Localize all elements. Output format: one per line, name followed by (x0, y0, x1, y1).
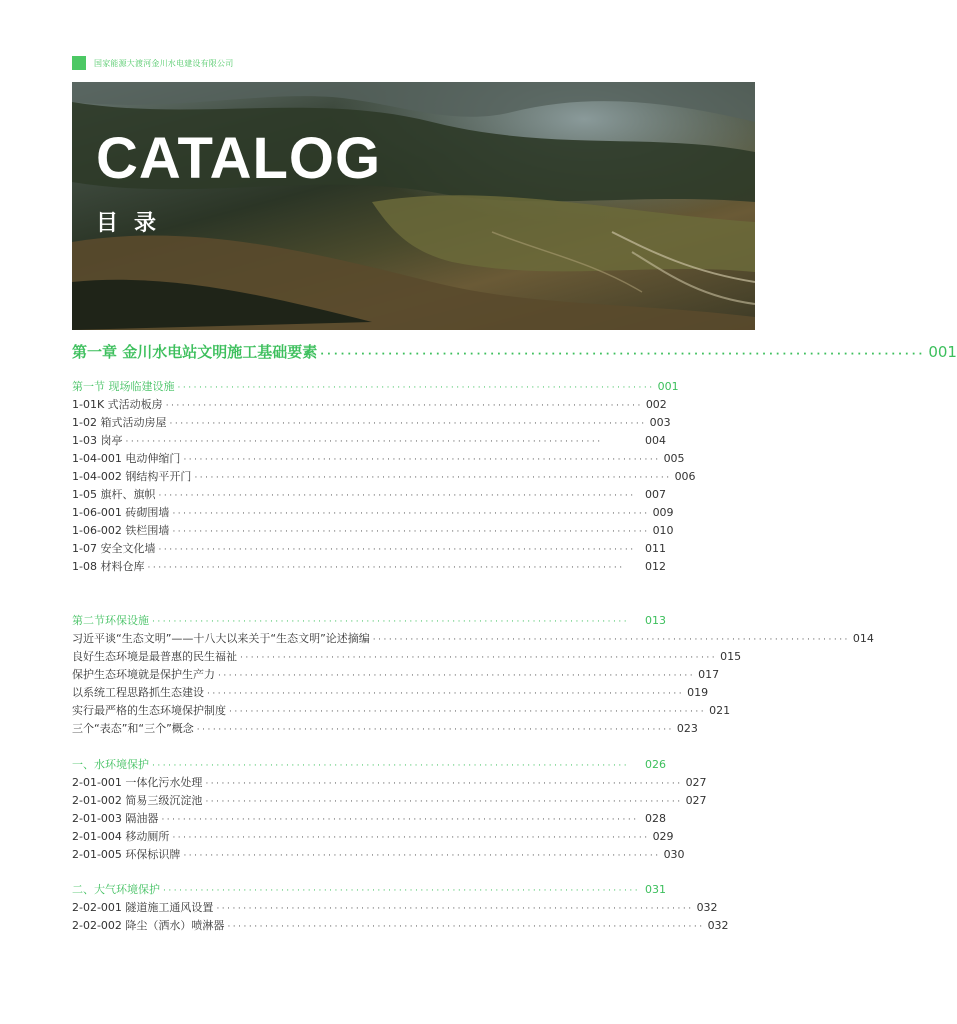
toc-page-number: 032 (696, 901, 718, 914)
toc-page-number: 012 (645, 560, 666, 573)
toc-item[interactable] (72, 702, 731, 720)
toc-page-number: 031 (645, 883, 666, 896)
dot-leader: ························································································· (216, 904, 694, 914)
toc-label: 实行最严格的生态环境保护制度 (72, 704, 226, 717)
toc-item[interactable] (72, 540, 666, 558)
toc-item[interactable] (72, 666, 720, 684)
toc-item[interactable] (72, 414, 671, 432)
toc-label: 2-02-001 隧道施工通风设置 (72, 901, 214, 914)
dot-leader: ························································································· (165, 401, 643, 411)
section2-block (72, 612, 874, 738)
toc-item[interactable] (72, 630, 874, 648)
toc-label: 2-01-002 简易三级沉淀池 (72, 794, 203, 807)
dot-leader: ························································································· (183, 455, 661, 465)
toc-page-number: 011 (645, 542, 666, 555)
toc-item[interactable] (72, 720, 698, 738)
toc-label: 以系统工程思路抓生态建设 (72, 686, 204, 699)
toc-label: 1-08 材料仓库 (72, 560, 145, 573)
toc-label: 1-04-001 电动伸缩门 (72, 452, 181, 465)
dot-leader: ························································································· (205, 797, 683, 807)
header-green-square (72, 56, 86, 70)
toc-item[interactable] (72, 846, 685, 864)
dot-leader: ························································································· (152, 761, 630, 771)
toc-page-number: 007 (645, 488, 666, 501)
toc-label: 1-07 安全文化墙 (72, 542, 156, 555)
catalog-subtitle: 目录 (96, 211, 173, 236)
toc-page-number: 015 (720, 650, 742, 663)
toc-label: 习近平谈“生态文明”——十八大以来关于“生态文明”论述摘编 (72, 632, 370, 645)
dot-leader: ························································································· (372, 635, 850, 645)
toc-item[interactable] (72, 504, 674, 522)
toc-label: 三个“表态”和“三个”概念 (72, 722, 194, 735)
toc-page-number: 001 (657, 380, 679, 393)
dot-leader: ························································································· (240, 653, 718, 663)
dot-leader: ························································································· (161, 815, 639, 825)
toc-page-number: 009 (652, 506, 674, 519)
toc-page-number: 001 (928, 343, 957, 361)
toc-page-number: 014 (852, 632, 874, 645)
dot-leader: ························································································· (183, 851, 661, 861)
air-block (72, 881, 729, 935)
toc-section-heading[interactable] (72, 612, 666, 630)
dot-leader: ························································································· (229, 707, 707, 717)
dot-leader: ························································································· (147, 563, 625, 573)
toc-label: 第一节 现场临建设施 (72, 380, 175, 393)
catalog-title: CATALOG (96, 126, 382, 191)
toc-page-number: 010 (652, 524, 674, 537)
dot-leader: ························································································· (125, 437, 603, 447)
toc-label: 2-01-003 隔油器 (72, 812, 159, 825)
toc-item[interactable] (72, 810, 666, 828)
toc-label: 保护生态环境就是保护生产力 (72, 668, 215, 681)
toc-section-heading[interactable] (72, 378, 679, 396)
toc-label: 1-03 岗亭 (72, 434, 123, 447)
page-header (72, 55, 233, 71)
hero-banner (72, 82, 755, 330)
toc-item[interactable] (72, 522, 674, 540)
dot-leader: ························································································· (320, 349, 926, 360)
dot-leader: ························································································· (218, 671, 696, 681)
toc-item[interactable] (72, 486, 666, 504)
toc-page-number: 027 (685, 776, 707, 789)
toc-page-number: 028 (645, 812, 666, 825)
toc-section-heading[interactable] (72, 756, 666, 774)
dot-leader: ························································································· (172, 509, 650, 519)
toc-label: 第一章 金川水电站文明施工基础要素 (72, 343, 318, 361)
dot-leader: ························································································· (194, 473, 672, 483)
dot-leader: ························································································· (172, 833, 650, 843)
toc-page-number: 002 (645, 398, 667, 411)
toc-page-number: 026 (645, 758, 666, 771)
chapter-block (72, 341, 957, 363)
dot-leader: ························································································· (163, 886, 641, 896)
toc-label: 1-06-001 砖砌围墙 (72, 506, 170, 519)
dot-leader: ························································································· (196, 725, 674, 735)
toc-label: 1-02 箱式活动房屋 (72, 416, 167, 429)
toc-page-number: 017 (698, 668, 720, 681)
toc-page-number: 019 (687, 686, 709, 699)
toc-page-number: 005 (663, 452, 685, 465)
dot-leader: ························································································· (152, 617, 630, 627)
section1-block (72, 378, 696, 576)
toc-page-number: 023 (676, 722, 698, 735)
dot-leader: ························································································· (158, 491, 636, 501)
toc-item[interactable] (72, 648, 742, 666)
toc-item[interactable] (72, 450, 685, 468)
toc-label: 良好生态环境是最普惠的民生福祉 (72, 650, 237, 663)
toc-item[interactable] (72, 432, 666, 450)
toc-chapter-row[interactable] (72, 341, 957, 363)
toc-page-number: 030 (663, 848, 685, 861)
dot-leader: ························································································· (177, 383, 655, 393)
toc-page-number: 004 (645, 434, 666, 447)
toc-page-number: 013 (645, 614, 666, 627)
toc-page-number: 032 (707, 919, 729, 932)
toc-label: 2-01-005 环保标识牌 (72, 848, 181, 861)
toc-label: 1-06-002 铁栏围墙 (72, 524, 170, 537)
dot-leader: ························································································· (158, 545, 636, 555)
toc-label: 一、水环境保护 (72, 758, 149, 771)
water-block (72, 756, 707, 864)
toc-item[interactable] (72, 792, 707, 810)
toc-label: 2-01-004 移动厕所 (72, 830, 170, 843)
toc-page-number: 006 (674, 470, 696, 483)
toc-item[interactable] (72, 774, 707, 792)
toc-label: 1-05 旗杆、旗帜 (72, 488, 156, 501)
toc-item[interactable] (72, 558, 666, 576)
toc-item[interactable] (72, 899, 718, 917)
toc-item[interactable] (72, 684, 709, 702)
company-name: 国家能源大渡河金川水电建设有限公司 (94, 58, 234, 68)
toc-item[interactable] (72, 828, 674, 846)
toc-label: 1-01K 式活动板房 (72, 398, 163, 411)
toc-section-heading[interactable] (72, 881, 666, 899)
dot-leader: ························································································· (169, 419, 647, 429)
toc-page-number: 003 (649, 416, 671, 429)
toc-page-number: 021 (709, 704, 731, 717)
dot-leader: ························································································· (172, 527, 650, 537)
mountain-landscape-photo (72, 82, 755, 330)
toc-page-number: 029 (652, 830, 674, 843)
toc-item[interactable] (72, 917, 729, 935)
dot-leader: ························································································· (227, 922, 705, 932)
toc-label: 第二节环保设施 (72, 614, 149, 627)
toc-item[interactable] (72, 396, 666, 414)
dot-leader: ························································································· (207, 689, 685, 699)
dot-leader: ························································································· (205, 779, 683, 789)
toc-label: 1-04-002 钢结构平开门 (72, 470, 192, 483)
toc-label: 二、大气环境保护 (72, 883, 160, 896)
toc-label: 2-02-002 降尘（洒水）喷淋器 (72, 919, 225, 932)
toc-item[interactable] (72, 468, 696, 486)
toc-page-number: 027 (685, 794, 707, 807)
toc-label: 2-01-001 一体化污水处理 (72, 776, 203, 789)
